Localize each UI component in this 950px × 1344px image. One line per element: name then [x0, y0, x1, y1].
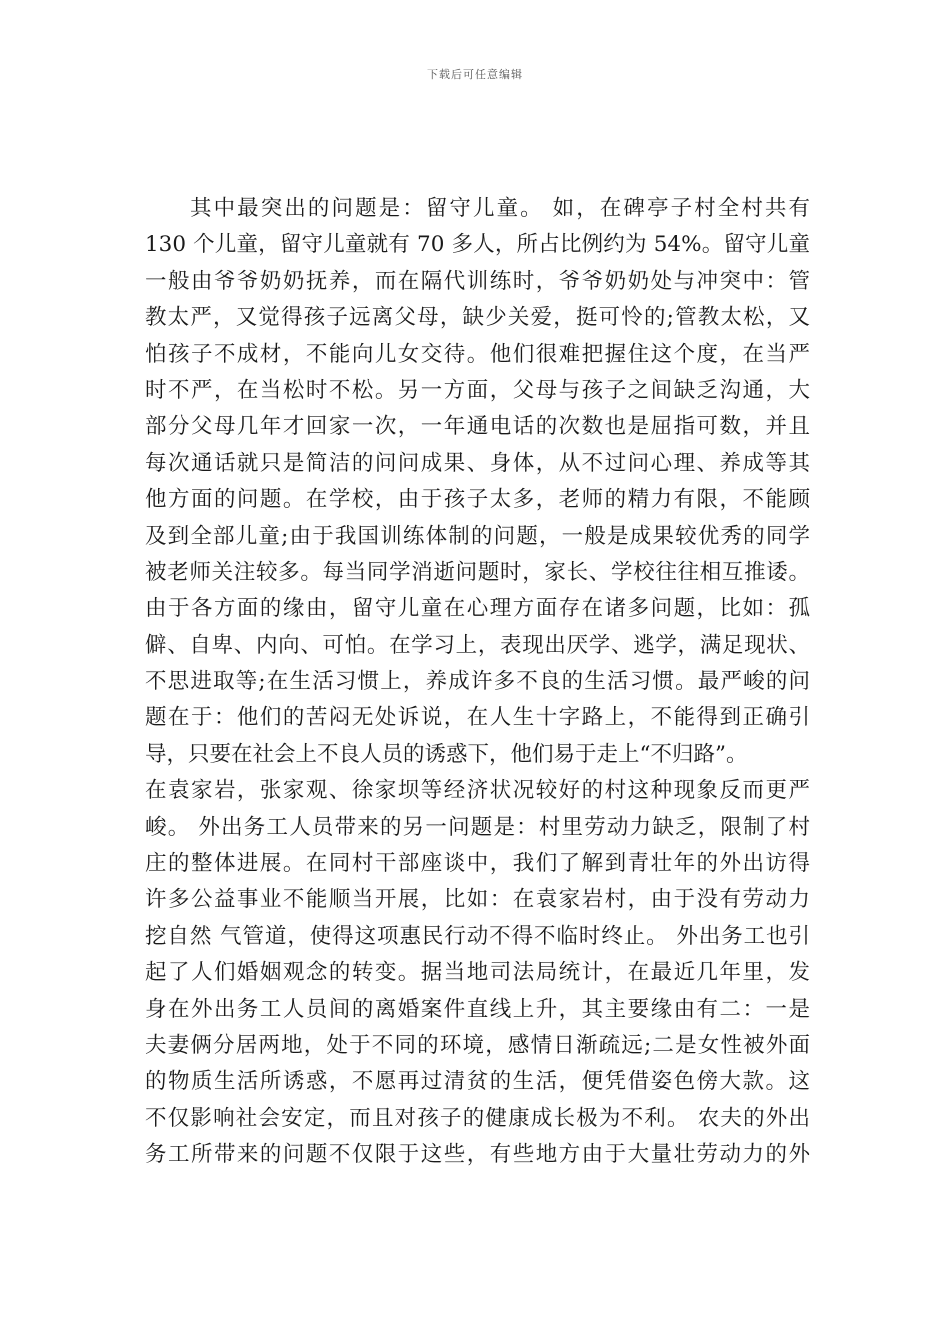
paragraph-line: 怕孩子不成材，不能向儿女交待。他们很难把握住这个度，在当严 — [145, 341, 810, 367]
paragraph-line: 被老师关注较多。每当同学消逝问题时，家长、学校往往相互推诿。 — [145, 559, 810, 585]
paragraph-line: 教太严，又觉得孩子远离父母，缺少关爱，挺可怜的;管教太松，又 — [145, 305, 810, 331]
paragraph-line: 许多公益事业不能顺当开展，比如：在袁家岩村，由于没有劳动力 — [145, 887, 810, 913]
paragraph-line: 他方面的问题。在学校，由于孩子太多，老师的精力有限，不能顾 — [145, 487, 810, 513]
paragraph-line: 挖自然 气管道，使得这项惠民行动不得不临时终止。 外出务工也引 — [145, 923, 810, 949]
paragraph-line: 僻、自卑、内向、可怕。在学习上，表现出厌学、逃学，满足现状、 — [145, 632, 810, 658]
paragraph-line: 题在于：他们的苦闷无处诉说，在人生十字路上，不能得到正确引 — [145, 705, 810, 731]
paragraph-line: 由于各方面的缘由，留守儿童在心理方面存在诸多问题，比如：孤 — [145, 596, 810, 622]
paragraph-line: 时不严，在当松时不松。另一方面，父母与孩子之间缺乏沟通，大 — [145, 377, 810, 403]
paragraph-line: 部分父母几年才回家一次，一年通电话的次数也是屈指可数，并且 — [145, 414, 810, 440]
paragraph-line: 不思进取等;在生活习惯上，养成许多不良的生活习惯。最严峻的问 — [145, 669, 810, 695]
paragraph-line: 及到全部儿童;由于我国训练体制的问题，一般是成果较优秀的同学 — [145, 523, 810, 549]
paragraph-line: 一般由爷爷奶奶抚养，而在隔代训练时，爷爷奶奶处与冲突中：管 — [145, 268, 810, 294]
paragraph-line: 务工所带来的问题不仅限于这些，有些地方由于大量壮劳动力的外 — [145, 1142, 810, 1168]
paragraph-line: 其中最突出的问题是：留守儿童。 如，在碑亭子村全村共有 — [190, 196, 810, 221]
paragraph-line: 的物质生活所诱惑，不愿再过清贫的生活，便凭借姿色傍大款。这 — [145, 1069, 810, 1095]
document-body — [145, 191, 810, 1174]
paragraph-line: 庄的整体进展。在同村干部座谈中，我们了解到青壮年的外出访得 — [145, 851, 810, 877]
paragraph-line: 身在外出务工人员间的离婚案件直线上升，其主要缘由有二：一是 — [145, 996, 810, 1022]
paragraph-line: 在袁家岩，张家观、徐家坝等经济状况较好的村这种现象反而更严 — [145, 778, 810, 804]
page-header: 下载后可任意编辑 — [427, 68, 523, 81]
paragraph-line: 不仅影响社会安定，而且对孩子的健康成长极为不利。 农夫的外出 — [145, 1105, 810, 1131]
paragraph-line: 每次通话就只是简洁的问问成果、身体，从不过问心理、养成等其 — [145, 450, 810, 476]
paragraph-line: 导，只要在社会上不良人员的诱惑下，他们易于走上“不归路”。 — [145, 741, 748, 767]
paragraph-line: 夫妻俩分居两地，处于不同的环境，感情日渐疏远;二是女性被外面 — [145, 1032, 810, 1058]
paragraph-line: 起了人们婚姻观念的转变。据当地司法局统计，在最近几年里，发 — [145, 960, 810, 986]
paragraph-line: 峻。 外出务工人员带来的另一问题是：村里劳动力缺乏，限制了村 — [145, 814, 810, 840]
paragraph-line: 130 个儿童，留守儿童就有 70 多人，所占比例约为 54%。留守儿童 — [145, 232, 810, 258]
